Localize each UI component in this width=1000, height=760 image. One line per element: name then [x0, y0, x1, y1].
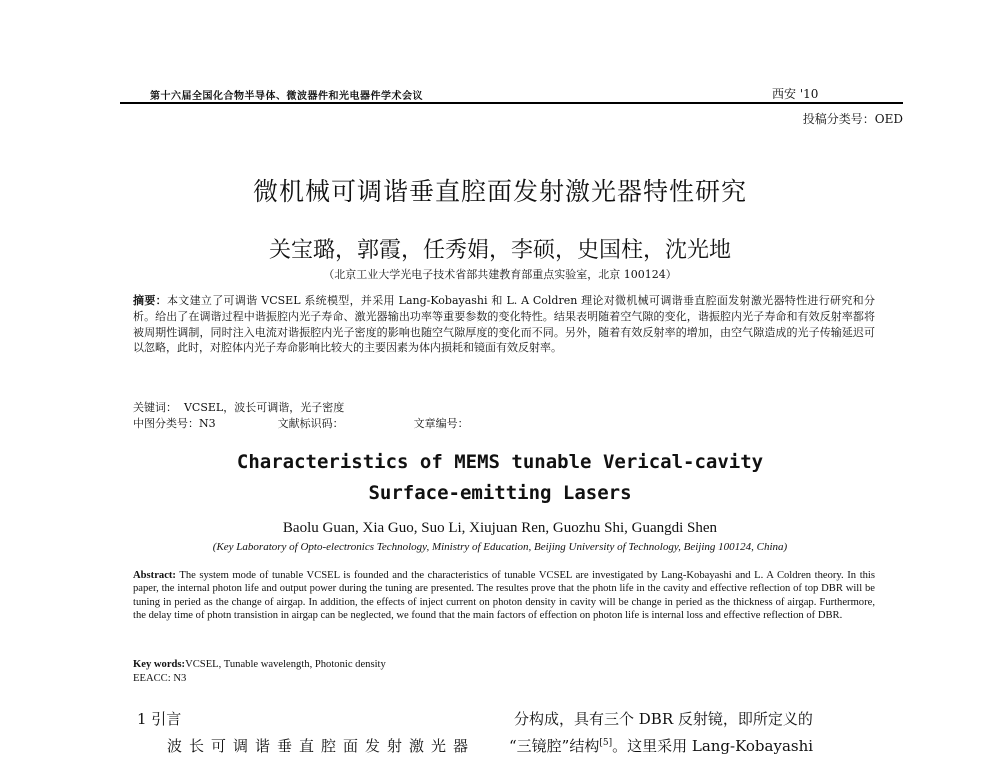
article-number: 文章编号：: [413, 417, 469, 430]
english-abstract-text: The system mode of tunable VCSEL is founded and the characteristics of tunable VCSEL are investigated by Lang-Kobayashi and L. A Coldren theory. In this paper, the internal photon life and output power during the tuning are presented. The resultes prove that the photn life in the cavity and effective reflection of top DBR will be tuning in peried as the change of airgap. In addition, the effects of inject current on photon density in cavity will be change in peried as the thickness of airgap. Furthermore, the delay time of photn transistion in airgap can be neglected, we found that the main factors of effection on photon life is internal loss and effective reflection of DBR.: [133, 570, 875, 622]
column2-text-post: 。这里采用 Lang-Kobayashi: [612, 737, 814, 755]
column2-text-line-2: [509, 735, 813, 756]
chinese-abstract-label: 摘要：: [133, 294, 167, 307]
submission-classification: 投稿分类号：OED: [802, 112, 903, 126]
document-code: 文献标识码：: [277, 417, 344, 430]
english-abstract: [133, 569, 875, 623]
chinese-abstract: [133, 293, 875, 356]
chinese-abstract-text: 本文建立了可调谐 VCSEL 系统模型，并采用 Lang-Kobayashi 和 L. A Coldren 理论对微机械可调谐垂直腔面发射激光器特性进行研究和分析。给出了在调谐过程中谐振腔内光子寿命、激光器输出功率等重要参数的变化特性。结果表明随着空气隙的变化，谐振腔内光子寿命和有效反射率都将被周期性调制，同时注入电流对谐振腔内光子密度的影响也随空气隙厚度的变化而不同。另外，随着有效反射率的增加，由空气隙造成的光子传输延迟可以忽略，此时，对腔体内光子寿命影响比较大的主要因素为体内损耗和镜面有效反射率。: [133, 294, 875, 355]
english-keywords: [133, 658, 386, 672]
column2-text-line-1: 分构成，具有三个 DBR 反射镜，即所定义的: [514, 710, 813, 728]
column1-text-line: 波长可调谐垂直腔面发射激光器: [167, 737, 476, 755]
citation-ref: [5]: [599, 738, 613, 748]
english-authors: Baolu Guan, Xia Guo, Suo Li, Xiujuan Ren, Guozhu Shi, Guangdi Shen: [282, 520, 718, 536]
class-number: 中图分类号：N3: [133, 417, 216, 430]
header-rule: [120, 102, 903, 104]
running-header-conference: 第十六届全国化合物半导体、微波器件和光电器件学术会议: [150, 91, 423, 102]
chinese-title: 微机械可调谐垂直腔面发射激光器特性研究: [252, 177, 747, 206]
english-keywords-label: Key words:: [133, 659, 186, 670]
running-header-location-year: 西安 '10: [772, 87, 819, 101]
english-title-line-2: Surface-emitting Lasers: [368, 482, 632, 504]
english-abstract-label: Abstract:: [133, 570, 176, 581]
column2-text-pre: “三镜腔”结构: [509, 737, 600, 755]
section-heading-introduction: 1 引言: [137, 710, 182, 728]
english-affiliation: (Key Laboratory of Opto-electronics Technology, Ministry of Education, Beijing University of Technology, Beijing 100124, China): [212, 541, 788, 553]
chinese-keywords: 关键词： VCSEL，波长可调谐，光子密度: [133, 401, 345, 414]
english-keywords-block: [133, 658, 386, 685]
chinese-keywords-block: [133, 400, 469, 432]
english-keywords-text: VCSEL, Tunable wavelength, Photonic density: [185, 659, 386, 670]
eeacc-code: EEACC: N3: [133, 672, 187, 684]
chinese-authors: 关宝璐，郭霞，任秀娟，李硕，史国柱，沈光地: [268, 238, 731, 263]
english-title-line-1: Characteristics of MEMS tunable Verical-cavity: [236, 451, 764, 473]
chinese-meta-line: [133, 416, 469, 432]
chinese-affiliation: （北京工业大学光电子技术省部共建教育部重点实验室，北京 100124）: [323, 268, 677, 281]
